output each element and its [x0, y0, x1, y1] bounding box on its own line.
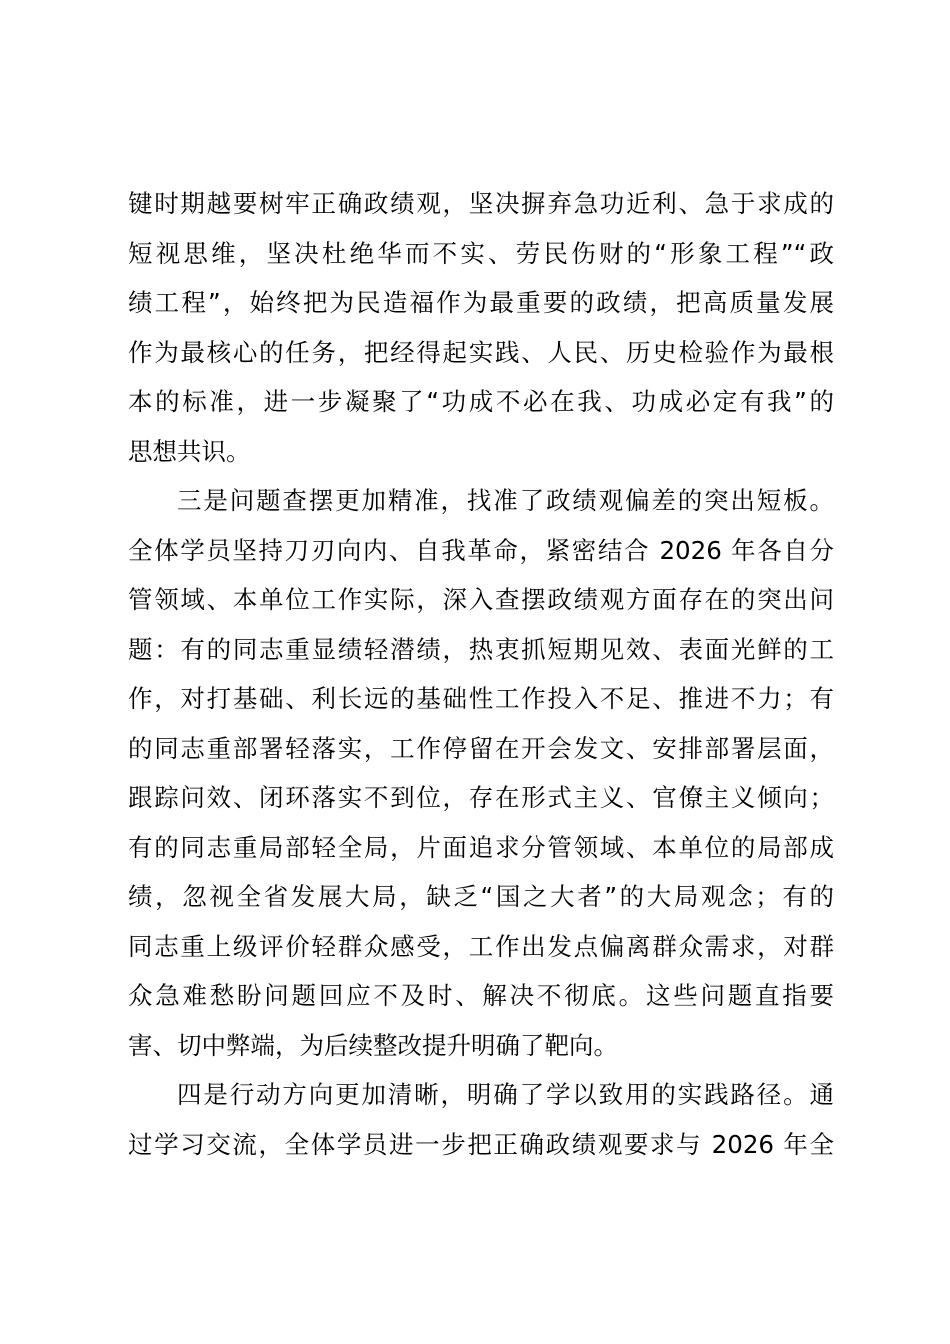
paragraph-line: 题：有的同志重显绩轻潜绩，热衷抓短期见效、表面光鲜的工: [128, 635, 834, 664]
paragraph-line: 本的标准，进一步凝聚了“功成不必在我、功成必定有我”的: [128, 387, 834, 416]
paragraph-line: 思想共识。: [128, 437, 251, 466]
paragraph-line: 作为最核心的任务，把经得起实践、人民、历史检验作为最根: [128, 338, 834, 367]
paragraph-line: 短视思维，坚决杜绝华而不实、劳民伤财的“形象工程”“政: [128, 239, 834, 268]
paragraph-line: 管领域、本单位工作实际，深入查摆政绩观方面存在的突出问: [128, 585, 834, 614]
paragraph-line: 同志重上级评价轻群众感受，工作出发点偏离群众需求，对群: [128, 932, 834, 961]
paragraph-line: 绩工程”，始终把为民造福作为最重要的政绩，把高质量发展: [128, 288, 834, 317]
paragraph-line: 全体学员坚持刀刃向内、自我革命，紧密结合 2026 年各自分: [128, 536, 834, 565]
paragraph-line: 作，对打基础、利长远的基础性工作投入不足、推进不力；有: [128, 684, 834, 713]
paragraph-line: 众急难愁盼问题回应不及时、解决不彻底。这些问题直指要: [128, 981, 834, 1010]
paragraph-heading-line: 四是行动方向更加清晰，明确了学以致用的实践路径。通: [177, 1080, 834, 1109]
paragraph-heading-line: 三是问题查摆更加精准，找准了政绩观偏差的突出短板。: [177, 486, 834, 515]
paragraph-line: 过学习交流，全体学员进一步把正确政绩观要求与 2026 年全: [128, 1130, 834, 1159]
paragraph-line: 绩，忽视全省发展大局，缺乏“国之大者”的大局观念；有的: [128, 882, 834, 911]
paragraph-line: 的同志重部署轻落实，工作停留在开会发文、安排部署层面，: [128, 734, 834, 763]
paragraph-line: 害、切中弊端，为后续整改提升明确了靶向。: [128, 1031, 618, 1060]
paragraph-line: 跟踪问效、闭环落实不到位，存在形式主义、官僚主义倾向；: [128, 783, 834, 812]
paragraph-line: 有的同志重局部轻全局，片面追求分管领域、本单位的局部成: [128, 833, 834, 862]
paragraph-line: 键时期越要树牢正确政绩观，坚决摒弃急功近利、急于求成的: [128, 189, 834, 218]
